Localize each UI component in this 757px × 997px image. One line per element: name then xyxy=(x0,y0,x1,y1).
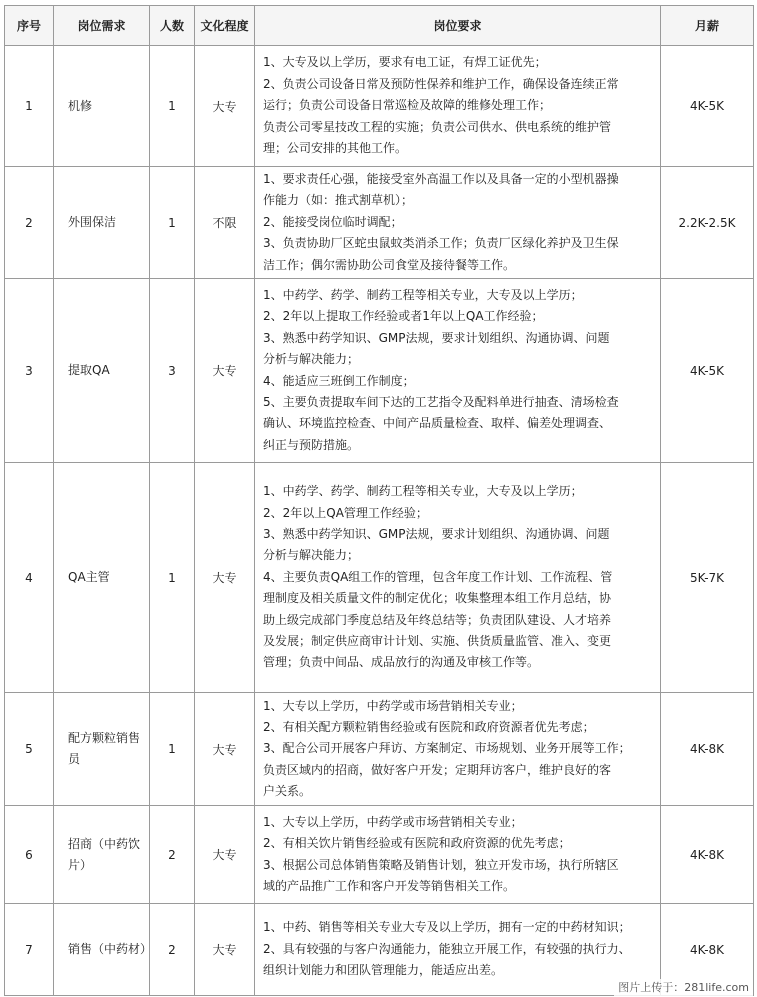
row-requirements xyxy=(255,46,661,167)
row-education: 不限 xyxy=(195,167,255,279)
requirement-line: 3、配合公司开展客户拜访、方案制定、市场规划、业务开展等工作； xyxy=(263,741,631,756)
row-education: 大专 xyxy=(195,806,255,904)
row-requirements xyxy=(255,463,661,693)
requirement-line: 管理；负责中间品、成品放行的沟通及审核工作等。 xyxy=(263,655,540,670)
watermark: 图片上传于：281life.com xyxy=(614,979,753,997)
row-education: 大专 xyxy=(195,46,255,167)
table-row xyxy=(5,693,754,806)
requirement-line: 3、熟悉中药学知识、GMP法规，要求计划组织、沟通协调、问题 xyxy=(263,527,610,542)
requirement-line: 及发展；制定供应商审计计划、实施、供货质量监管、准入、变更 xyxy=(263,634,612,649)
requirement-line: 3、负责协助厂区蛇虫鼠蚊类消杀工作；负责厂区绿化养护及卫生保 xyxy=(263,236,619,251)
row-salary: 4K-8K xyxy=(661,806,754,904)
requirement-line: 1、大专以上学历，中药学或市场营销相关专业； xyxy=(263,698,523,713)
header-education: 文化程度 xyxy=(195,6,255,46)
row-count: 1 xyxy=(150,46,195,167)
row-education: 大专 xyxy=(195,279,255,463)
requirement-line: 负责公司零星技改工程的实施；负责公司供水、供电系统的维护管 xyxy=(263,119,612,134)
requirement-line: 3、根据公司总体销售策略及销售计划，独立开发市场，执行所辖区 xyxy=(263,857,619,872)
requirement-line: 5、主要负责提取车间下达的工艺指令及配料单进行抽查、清场检查 xyxy=(263,394,619,409)
row-count: 1 xyxy=(150,463,195,693)
requirement-line: 域的产品推广工作和客户开发等销售相关工作。 xyxy=(263,878,516,893)
requirement-line: 4、主要负责QA组工作的管理，包含年度工作计划、工作流程、管 xyxy=(263,569,613,584)
row-count: 3 xyxy=(150,279,195,463)
row-position: 招商（中药饮片） xyxy=(54,806,150,904)
row-no: 6 xyxy=(5,806,54,904)
row-position: 销售（中药材） xyxy=(54,904,150,996)
requirement-line: 2、2年以上提取工作经验或者1年以上QA工作经验； xyxy=(263,309,544,324)
requirement-line: 作能力（如：推式割草机）； xyxy=(263,193,414,208)
row-no: 1 xyxy=(5,46,54,167)
row-position: 提取QA xyxy=(54,279,150,463)
row-requirements xyxy=(255,904,661,996)
header-salary: 月薪 xyxy=(661,6,754,46)
table-header-row xyxy=(5,6,754,46)
requirement-line: 理；公司安排的其他工作。 xyxy=(263,141,408,156)
requirement-line: 2、有相关配方颗粒销售经验或有医院和政府资源者优先考虑； xyxy=(263,719,595,734)
header-position: 岗位需求 xyxy=(54,6,150,46)
requirement-line: 1、中药、销售等相关专业大专及以上学历，拥有一定的中药材知识； xyxy=(263,920,631,935)
requirement-line: 理制度及相关质量文件的制定优化；收集整理本组工作月总结，协 xyxy=(263,591,612,606)
row-education: 大专 xyxy=(195,463,255,693)
requirement-line: 分析与解决能力； xyxy=(263,352,360,367)
requirement-line: 1、中药学、药学、制药工程等相关专业，大专及以上学历； xyxy=(263,287,583,302)
header-no: 序号 xyxy=(5,6,54,46)
requirement-line: 助上级完成部门季度总结及年终总结等；负责团队建设、人才培养 xyxy=(263,612,612,627)
row-no: 4 xyxy=(5,463,54,693)
table-row xyxy=(5,279,754,463)
row-salary: 4K-8K xyxy=(661,904,754,996)
row-count: 1 xyxy=(150,167,195,279)
job-table xyxy=(4,5,754,996)
row-count: 2 xyxy=(150,806,195,904)
requirement-line: 洁工作；偶尔需协助公司食堂及接待餐等工作。 xyxy=(263,257,516,272)
requirement-line: 负责区域内的招商，做好客户开发；定期拜访客户，维护良好的客 xyxy=(263,762,612,777)
table-row xyxy=(5,46,754,167)
requirement-line: 1、大专以上学历，中药学或市场营销相关专业； xyxy=(263,814,523,829)
requirement-line: 2、能接受岗位临时调配； xyxy=(263,214,403,229)
requirement-line: 2、2年以上QA管理工作经验； xyxy=(263,505,428,520)
header-count: 人数 xyxy=(150,6,195,46)
requirement-line: 1、中药学、药学、制药工程等相关专业，大专及以上学历； xyxy=(263,484,583,499)
row-requirements xyxy=(255,167,661,279)
requirement-line: 4、能适应三班倒工作制度； xyxy=(263,373,415,388)
requirement-line: 运行；负责公司设备日常巡检及故障的维修处理工作； xyxy=(263,98,552,113)
requirement-line: 组织计划能力和团队管理能力，能适应出差。 xyxy=(263,963,504,978)
row-requirements xyxy=(255,279,661,463)
row-no: 7 xyxy=(5,904,54,996)
row-requirements xyxy=(255,806,661,904)
row-position: 机修 xyxy=(54,46,150,167)
requirement-line: 3、熟悉中药学知识、GMP法规，要求计划组织、沟通协调、问题 xyxy=(263,330,610,345)
requirement-line: 分析与解决能力； xyxy=(263,548,360,563)
header-requirements: 岗位要求 xyxy=(255,6,661,46)
row-position: 配方颗粒销售员 xyxy=(54,693,150,806)
row-count: 2 xyxy=(150,904,195,996)
row-no: 3 xyxy=(5,279,54,463)
requirement-line: 确认、环境监控检查、中间产品质量检查、取样、偏差处理调查、 xyxy=(263,416,612,431)
row-salary: 4K-5K xyxy=(661,46,754,167)
table-row xyxy=(5,167,754,279)
row-education: 大专 xyxy=(195,904,255,996)
requirement-line: 2、具有较强的与客户沟通能力，能独立开展工作，有较强的执行力、 xyxy=(263,941,631,956)
row-position: 外围保洁 xyxy=(54,167,150,279)
row-no: 2 xyxy=(5,167,54,279)
row-salary: 2.2K-2.5K xyxy=(661,167,754,279)
requirement-line: 纠正与预防措施。 xyxy=(263,437,360,452)
row-salary: 4K-5K xyxy=(661,279,754,463)
row-no: 5 xyxy=(5,693,54,806)
requirement-line: 2、有相关饮片销售经验或有医院和政府资源的优先考虑； xyxy=(263,836,571,851)
requirement-line: 1、大专及以上学历，要求有电工证，有焊工证优先； xyxy=(263,55,547,70)
row-requirements xyxy=(255,693,661,806)
requirement-line: 1、要求责任心强，能接受室外高温工作以及具备一定的小型机器操 xyxy=(263,172,619,186)
row-count: 1 xyxy=(150,693,195,806)
table-row xyxy=(5,806,754,904)
row-position: QA主管 xyxy=(54,463,150,693)
table-row xyxy=(5,463,754,693)
requirement-line: 2、负责公司设备日常及预防性保养和维护工作，确保设备连续正常 xyxy=(263,76,619,91)
row-salary: 5K-7K xyxy=(661,463,754,693)
row-salary: 4K-8K xyxy=(661,693,754,806)
requirement-line: 户关系。 xyxy=(263,784,312,799)
row-education: 大专 xyxy=(195,693,255,806)
